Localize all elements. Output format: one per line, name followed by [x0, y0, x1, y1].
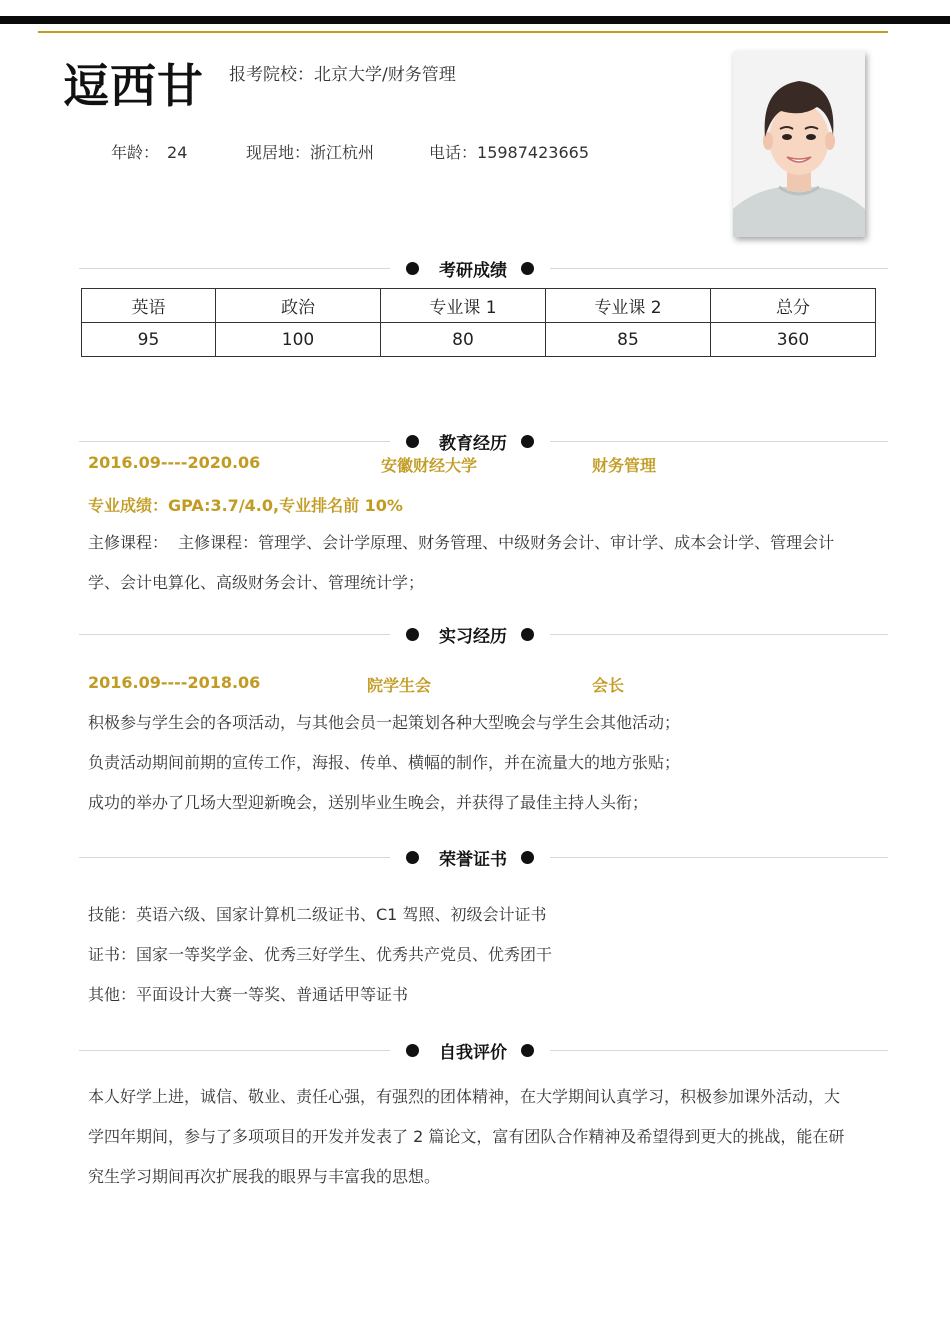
table-cell: 95 — [82, 323, 216, 357]
table-header-cell: 政治 — [216, 289, 381, 323]
bullet-dot — [406, 628, 419, 641]
age-label: 年龄： — [111, 143, 160, 162]
bullet-dot — [521, 851, 534, 864]
internship-role: 会长 — [592, 676, 625, 695]
list-item: 负责活动期间前期的宣传工作，海报、传单、横幅的制作，并在流量大的地方张贴； — [88, 753, 681, 772]
section-title: 实习经历 — [439, 626, 507, 647]
section-header-education — [390, 426, 550, 456]
section-header-internship — [390, 619, 550, 649]
table-header-cell: 总分 — [711, 289, 876, 323]
bullet-dot — [521, 262, 534, 275]
table-header-row — [82, 289, 876, 323]
internship-date: 2016.09----2018.06 — [88, 673, 261, 692]
top-gold-line — [38, 31, 888, 33]
table-header-cell: 专业课 1 — [381, 289, 546, 323]
list-item: 成功的举办了几场大型迎新晚会，送别毕业生晚会，并获得了最佳主持人头衔； — [88, 793, 649, 812]
paragraph-line: 学四年期间，参与了多项项目的开发并发表了 2 篇论文，富有团队合作精神及希望得到更大的挑战，能在研 — [88, 1127, 845, 1146]
section-title: 考研成绩 — [439, 260, 507, 281]
age-info — [111, 140, 187, 163]
honors-list — [88, 895, 878, 1015]
bullet-dot — [406, 1044, 419, 1057]
apply-value: 北京大学/财务管理 — [314, 65, 456, 85]
phone-label: 电话： — [429, 143, 478, 162]
bullet-dot — [521, 1044, 534, 1057]
section-header-self-eval — [390, 1035, 550, 1065]
apply-label: 报考院校： — [229, 65, 314, 85]
bullet-dot — [406, 262, 419, 275]
table-cell: 80 — [381, 323, 546, 357]
target-school — [229, 60, 456, 85]
table-row — [82, 323, 876, 357]
education-courses — [88, 523, 878, 603]
profile-photo — [733, 51, 865, 237]
candidate-name: 逗西甘 — [63, 59, 204, 113]
location-label: 现居地： — [246, 143, 311, 162]
section-title: 自我评价 — [439, 1042, 507, 1063]
location-value: 浙江杭州 — [310, 143, 375, 162]
education-school: 安徽财经大学 — [381, 456, 478, 475]
table-header-cell: 专业课 2 — [546, 289, 711, 323]
list-item: 积极参与学生会的各项活动，与其他会员一起策划各种大型晚会与学生会其他活动； — [88, 713, 681, 732]
section-title: 荣誉证书 — [439, 849, 507, 870]
courses-line: 主修课程： 主修课程：管理学、会计学原理、财务管理、中级财务会计、审计学、成本会计学、管理会计 — [88, 533, 835, 552]
scores-table — [81, 288, 876, 357]
bullet-dot — [406, 435, 419, 448]
education-gpa: 专业成绩：GPA:3.7/4.0,专业排名前 10% — [88, 496, 403, 515]
table-cell: 360 — [711, 323, 876, 357]
section-header-honors — [390, 842, 550, 872]
list-item: 其他：平面设计大赛一等奖、普通话甲等证书 — [88, 985, 409, 1004]
table-cell: 100 — [216, 323, 381, 357]
paragraph-line: 究生学习期间再次扩展我的眼界与丰富我的思想。 — [88, 1167, 441, 1186]
top-black-bar — [0, 16, 950, 24]
section-header-scores — [390, 253, 550, 283]
education-major: 财务管理 — [592, 456, 657, 475]
location-info — [246, 140, 374, 163]
internship-list — [88, 703, 878, 823]
age-value: 24 — [167, 143, 188, 162]
list-item: 技能：英语六级、国家计算机二级证书、C1 驾照、初级会计证书 — [88, 905, 547, 924]
education-date: 2016.09----2020.06 — [88, 453, 261, 472]
bullet-dot — [406, 851, 419, 864]
self-evaluation — [88, 1077, 878, 1197]
bullet-dot — [521, 628, 534, 641]
table-cell: 85 — [546, 323, 711, 357]
list-item: 证书：国家一等奖学金、优秀三好学生、优秀共产党员、优秀团干 — [88, 945, 553, 964]
courses-line: 学、会计电算化、高级财务会计、管理统计学； — [88, 573, 425, 592]
portrait-image — [733, 51, 865, 237]
table-header-cell: 英语 — [82, 289, 216, 323]
section-title: 教育经历 — [439, 433, 507, 454]
bullet-dot — [521, 435, 534, 448]
phone-value: 15987423665 — [477, 143, 589, 162]
internship-org: 院学生会 — [367, 676, 432, 695]
paragraph-line: 本人好学上进，诚信、敬业、责任心强，有强烈的团体精神，在大学期间认真学习，积极参加课外活动，大 — [88, 1087, 841, 1106]
phone-info — [429, 140, 589, 163]
